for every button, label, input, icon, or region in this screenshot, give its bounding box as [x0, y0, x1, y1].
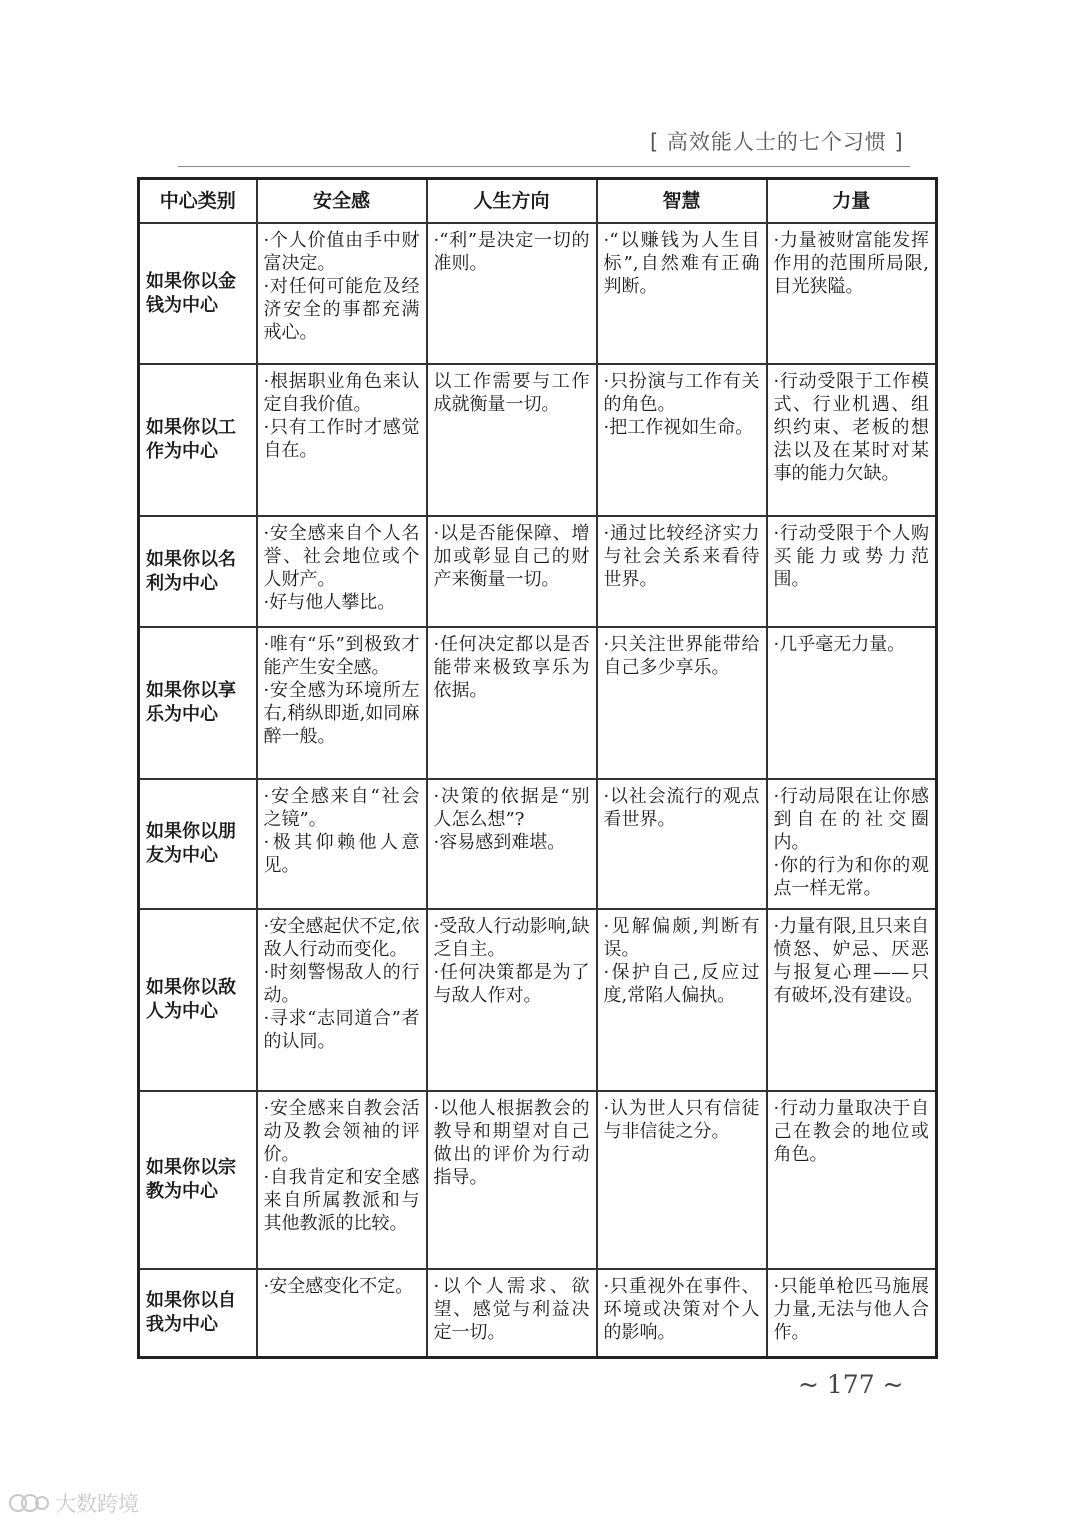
cell-text: ·安全感来自“社会之镜”。 — [263, 786, 420, 830]
table-row — [139, 223, 937, 364]
cell-text: ·容易感到难堪。 — [433, 832, 566, 853]
cell-security — [257, 779, 427, 909]
cell-text: ·“以赚钱为人生目标”,自然难有正确判断。 — [603, 230, 760, 297]
cell-text: ·任何决策都是为了与敌人作对。 — [433, 962, 590, 1006]
cell-power — [767, 1091, 937, 1269]
cell-text: ·只有工作时才感觉自在。 — [263, 417, 420, 461]
cell-text: ·只关注世界能带给自己多少享乐。 — [603, 634, 760, 678]
cell-text: ·受敌人行动影响,缺乏自主。 — [433, 916, 590, 960]
cell-guidance — [427, 627, 597, 779]
cell-text: ·力量被财富能发挥作用的范围所局限,目光狭隘。 — [773, 230, 929, 297]
cell-text: ·“利”是决定一切的准则。 — [433, 230, 590, 274]
table-body — [139, 223, 937, 1357]
cell-text: ·安全感变化不定。 — [263, 1276, 414, 1297]
cell-text: ·把工作视如生命。 — [603, 417, 754, 438]
table-row — [139, 364, 937, 516]
table-header-row — [139, 179, 937, 224]
cell-text: ·根据职业角色来认定自我价值。 — [263, 371, 420, 415]
table-row — [139, 909, 937, 1091]
table-row — [139, 1091, 937, 1269]
column-header-guidance: 人生方向 — [427, 179, 597, 224]
cell-text: ·安全感起伏不定,依敌人行动而变化。 — [263, 916, 420, 960]
cell-power — [767, 223, 937, 364]
cell-guidance — [427, 779, 597, 909]
cell-wisdom — [597, 627, 767, 779]
cell-text: ·个人价值由手中财富决定。 — [263, 230, 420, 274]
cell-text: ·你的行为和你的观点一样无常。 — [773, 855, 929, 899]
row-header-center: 如果你以敌人为中心 — [139, 909, 257, 1091]
cell-power — [767, 909, 937, 1091]
cell-security — [257, 516, 427, 627]
cell-security — [257, 1269, 427, 1357]
row-header-center: 如果你以宗教为中心 — [139, 1091, 257, 1269]
cell-text: ·行动局限在让你感到自在的社交圈内。 — [773, 786, 929, 853]
cell-wisdom — [597, 779, 767, 909]
cell-text: ·见解偏颇,判断有误。 — [603, 916, 760, 960]
cell-guidance — [427, 1269, 597, 1357]
cell-power — [767, 627, 937, 779]
cell-wisdom — [597, 1269, 767, 1357]
table-row — [139, 516, 937, 627]
header-divider — [178, 166, 910, 167]
cell-text: ·好与他人攀比。 — [263, 592, 396, 613]
cell-guidance — [427, 909, 597, 1091]
cell-wisdom — [597, 909, 767, 1091]
cell-text: ·只重视外在事件、环境或决策对个人的影响。 — [603, 1276, 760, 1343]
cell-power — [767, 516, 937, 627]
row-header-center: 如果你以工作为中心 — [139, 364, 257, 516]
cell-text: ·自我肯定和安全感来自所属教派和与其他教派的比较。 — [263, 1167, 420, 1234]
table-row — [139, 627, 937, 779]
row-header-center: 如果你以享乐为中心 — [139, 627, 257, 779]
cell-security — [257, 909, 427, 1091]
cell-text: ·以是否能保障、增加或彰显自己的财产来衡量一切。 — [433, 523, 590, 590]
cell-text: ·行动力量取决于自己在教会的地位或角色。 — [773, 1098, 929, 1165]
row-header-center: 如果你以朋友为中心 — [139, 779, 257, 909]
table-row — [139, 779, 937, 909]
cell-text: ·力量有限,且只来自愤怒、妒忌、厌恶与报复心理——只有破坏,没有建设。 — [773, 916, 929, 1006]
cell-guidance — [427, 364, 597, 516]
watermark — [8, 1488, 139, 1518]
cell-text: ·行动受限于工作模式、行业机遇、组织约束、老板的想法以及在某时对某事的能力欠缺。 — [773, 371, 929, 484]
cell-security — [257, 223, 427, 364]
cell-security — [257, 364, 427, 516]
cell-text: ·极其仰赖他人意见。 — [263, 832, 420, 876]
cell-guidance — [427, 223, 597, 364]
cell-text: 以工作需要与工作成就衡量一切。 — [433, 371, 590, 415]
cell-guidance — [427, 516, 597, 627]
cell-text: ·以社会流行的观点看世界。 — [603, 786, 760, 830]
cell-text: ·以他人根据教会的教导和期望对自己做出的评价为行动指导。 — [433, 1098, 590, 1188]
cell-wisdom — [597, 364, 767, 516]
cell-wisdom — [597, 1091, 767, 1269]
cell-text: ·安全感来自教会活动及教会领袖的评价。 — [263, 1098, 420, 1165]
cell-text: ·寻求“志同道合”者的认同。 — [263, 1008, 420, 1052]
table-row — [139, 1269, 937, 1357]
column-header-center: 中心类别 — [139, 179, 257, 224]
cell-guidance — [427, 1091, 597, 1269]
cell-text: ·行动受限于个人购买能力或势力范围。 — [773, 523, 929, 590]
cell-text: ·决策的依据是“别人怎么想”? — [433, 786, 590, 830]
cell-text: ·只扮演与工作有关的角色。 — [603, 371, 760, 415]
cell-text: ·任何决定都以是否能带来极致享乐为依据。 — [433, 634, 590, 701]
watermark-text: 大数跨境 — [55, 1492, 139, 1516]
cell-text: ·以个人需求、欲望、感觉与利益决定一切。 — [433, 1276, 590, 1343]
cell-security — [257, 1091, 427, 1269]
watermark-logo-icon — [8, 1491, 50, 1515]
cell-text: ·安全感来自个人名誉、社会地位或个人财产。 — [263, 523, 420, 590]
cell-security — [257, 627, 427, 779]
life-centers-table — [137, 177, 938, 1359]
cell-text: ·认为世人只有信徒与非信徒之分。 — [603, 1098, 760, 1142]
cell-power — [767, 779, 937, 909]
cell-wisdom — [597, 516, 767, 627]
page-number: ~ 177 ~ — [798, 1370, 904, 1399]
cell-text: ·只能单枪匹马施展力量,无法与他人合作。 — [773, 1276, 929, 1343]
cell-power — [767, 364, 937, 516]
cell-power — [767, 1269, 937, 1357]
row-header-center: 如果你以自我为中心 — [139, 1269, 257, 1357]
column-header-wisdom: 智慧 — [597, 179, 767, 224]
cell-text: ·唯有“乐”到极致才能产生安全感。 — [263, 634, 420, 678]
column-header-power: 力量 — [767, 179, 937, 224]
column-header-security: 安全感 — [257, 179, 427, 224]
cell-wisdom — [597, 223, 767, 364]
running-header: [ 高效能人士的七个习惯 ] — [650, 130, 904, 154]
row-header-center: 如果你以金钱为中心 — [139, 223, 257, 364]
cell-text: ·通过比较经济实力与社会关系来看待世界。 — [603, 523, 760, 590]
cell-text: ·对任何可能危及经济安全的事都充满戒心。 — [263, 276, 420, 343]
cell-text: ·安全感为环境所左右,稍纵即逝,如同麻醉一般。 — [263, 680, 420, 747]
row-header-center: 如果你以名利为中心 — [139, 516, 257, 627]
cell-text: ·时刻警惕敌人的行动。 — [263, 962, 420, 1006]
cell-text: ·几乎毫无力量。 — [773, 634, 906, 655]
cell-text: ·保护自己,反应过度,常陷人偏执。 — [603, 962, 760, 1006]
